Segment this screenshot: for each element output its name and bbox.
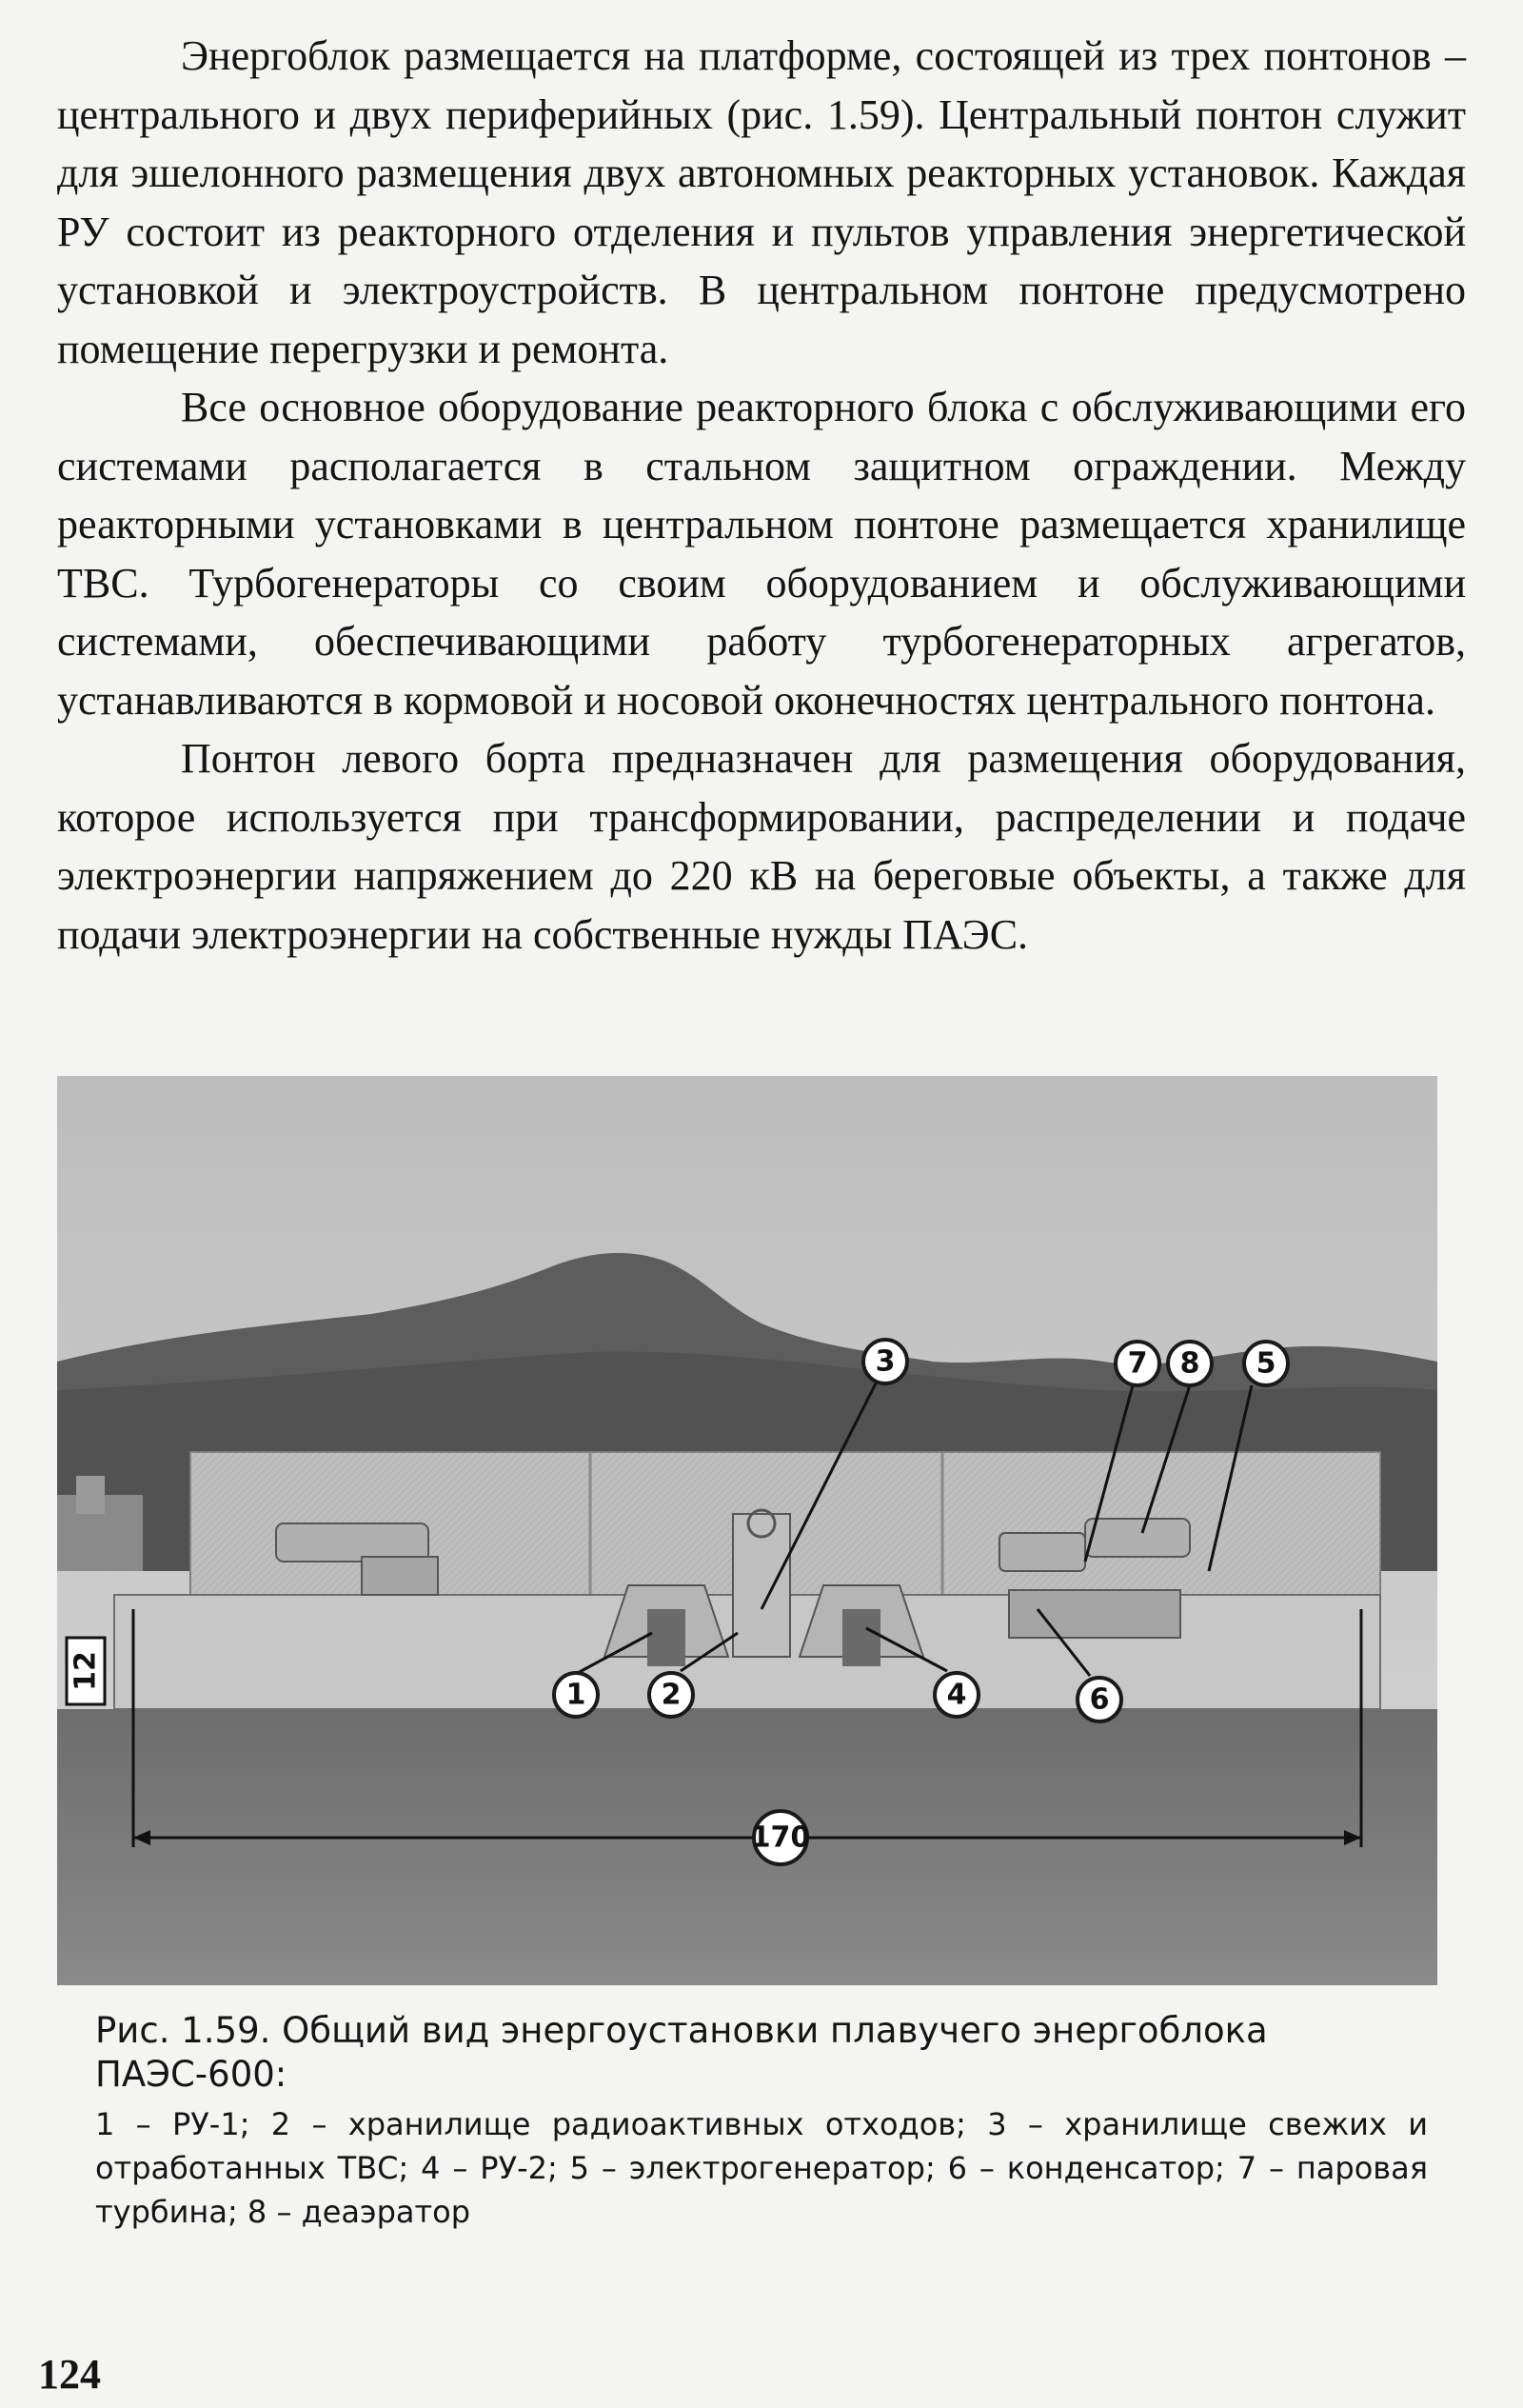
callout-4 <box>935 1673 979 1717</box>
paragraph-3: Понтон левого борта предназначен для размещения оборудования, которое используется при трансформировании, распределении и подаче электроэнергии напряжением до 220 кВ на береговые объекты, а также для подачи электроэнергии на собственные нужды ПАЭС. <box>57 735 1466 958</box>
paragraph-2: Все основное оборудование реакторного блока с обслуживающими его системами располагается в стальном защитном ограждении. Между реакторными установками в центральном понтоне размещается хранилище ТВС. Турбогенераторы со своим оборудованием и обслуживающими системами, обеспечивающими работу турбогенераторных агрегатов, устанавливаются в кормовой и носовой оконечностях центрального понтона. <box>57 384 1466 724</box>
page-number: 124 <box>38 2351 101 2398</box>
svg-text:3: 3 <box>875 1344 896 1379</box>
svg-text:5: 5 <box>1256 1346 1276 1381</box>
callout-1 <box>554 1673 598 1717</box>
svg-text:4: 4 <box>946 1678 967 1712</box>
callout-8 <box>1168 1342 1212 1385</box>
body-text <box>57 27 1466 964</box>
caption-legend: 1 – РУ-1; 2 – хранилище радиоактивных отходов; 3 – хранилище свежих и отработанных ТВС; 4 – РУ-2; 5 – электрогенератор; 6 – конденсатор; 7 – паровая турбина; 8 – деаэратор <box>95 2106 1428 2230</box>
water <box>57 1709 1437 1985</box>
figure-power-unit <box>57 1076 1437 1985</box>
callout-3 <box>863 1340 907 1383</box>
callout-5 <box>1244 1342 1288 1385</box>
paragraph-1: Энергоблок размещается на платформе, состоящей из трех понтонов – центрального и двух периферийных (рис. 1.59). Центральный понтон служит для эшелонного размещения двух автономных реакторных установок. Каждая РУ состоит из реакторного отделения и пультов управления энергетической установкой и электроустройств. В центральном понтоне предусмотрено помещение перегрузки и ремонта. <box>57 32 1466 372</box>
svg-text:1: 1 <box>565 1678 586 1712</box>
dimension-height-label: 12 <box>69 1651 103 1691</box>
figure-caption <box>95 2009 1428 2234</box>
dimension-length-callout <box>751 1811 811 1864</box>
figure-illustration <box>57 1076 1437 1985</box>
callout-7 <box>1116 1342 1159 1385</box>
svg-text:7: 7 <box>1127 1346 1148 1381</box>
callout-2 <box>649 1673 693 1717</box>
callout-6 <box>1078 1678 1121 1721</box>
caption-title: Рис. 1.59. Общий вид энергоустановки плавучего энергоблока ПАЭС-600: <box>95 2010 1268 2095</box>
svg-text:170: 170 <box>750 1821 811 1855</box>
svg-text:2: 2 <box>661 1678 682 1712</box>
svg-text:8: 8 <box>1179 1346 1200 1381</box>
svg-text:6: 6 <box>1089 1682 1110 1717</box>
